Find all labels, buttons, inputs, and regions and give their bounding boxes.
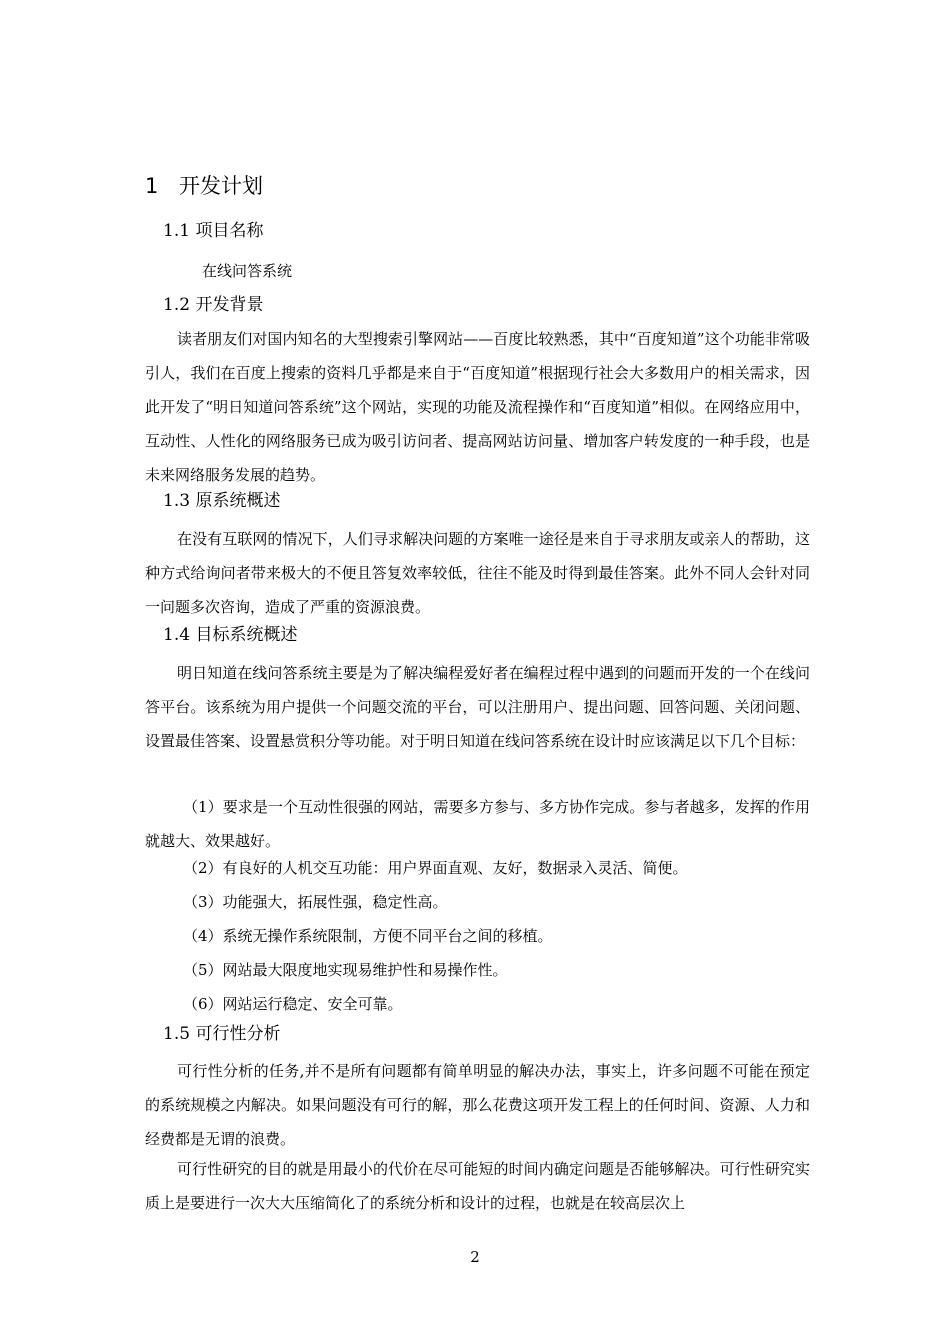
- section-heading-1-2: 1.2 开发背景: [163, 295, 264, 315]
- goal-item-3: （3）功能强大，拓展性强，稳定性高。: [183, 893, 448, 911]
- chapter-title: 开发计划: [179, 174, 263, 198]
- section-heading-1-1: 1.1 项目名称: [163, 221, 264, 241]
- goal-item-4: （4）系统无操作系统限制，方便不同平台之间的移植。: [183, 927, 553, 945]
- goal-item-1: （1）要求是一个互动性很强的网站，需要多方参与、多方协作完成。参与者越多，发挥的作用就越大、效果越好。: [145, 798, 810, 850]
- background-paragraph: 读者朋友们对国内知名的大型搜索引擎网站——百度比较熟悉，其中“百度知道”这个功能非常吸引人，我们在百度上搜索的资料几乎都是来自于“百度知道”根据现行社会大多数用户的相关需求，因此开发了“明日知道问答系统”这个网站，实现的功能及流程操作和“百度知道”相似。在网络应用中，互动性、人性化的网络服务已成为吸引访问者、提高网站访问量、增加客户转发度的一种手段，也是未来网络服务发展的趋势。: [145, 330, 810, 484]
- goal-item-2: （2）有良好的人机交互功能：用户界面直观、友好，数据录入灵活、简便。: [183, 859, 688, 877]
- section-heading-1-3: 1.3 原系统概述: [163, 491, 281, 511]
- feasibility-paragraph-2: 可行性研究的目的就是用最小的代价在尽可能短的时间内确定问题是否能够解决。可行性研究实质上是要进行一次大大压缩简化了的系统分析和设计的过程，也就是在较高层次上: [145, 1160, 810, 1212]
- goal-item-6: （6）网站运行稳定、安全可靠。: [183, 995, 403, 1013]
- section-heading-1-4: 1.4 目标系统概述: [163, 625, 298, 645]
- original-system-paragraph: 在没有互联网的情况下，人们寻求解决问题的方案唯一途径是来自于寻求朋友或亲人的帮助，这种方式给询问者带来极大的不便且答复效率较低，往往不能及时得到最佳答案。此外不同人会针对同一问题多次咨询，造成了严重的资源浪费。: [145, 530, 810, 616]
- page-number: 2: [470, 1248, 480, 1266]
- chapter-heading: [145, 172, 263, 200]
- chapter-number: 1: [145, 174, 159, 198]
- section-heading-1-5: 1.5 可行性分析: [163, 1024, 281, 1044]
- project-name: 在线问答系统: [202, 262, 293, 280]
- feasibility-paragraph-1: 可行性分析的任务,并不是所有问题都有简单明显的解决办法，事实上，许多问题不可能在预定的系统规模之内解决。如果问题没有可行的解，那么花费这项开发工程上的任何时间、资源、人力和经费都是无谓的浪费。: [145, 1062, 810, 1148]
- target-system-paragraph: 明日知道在线问答系统主要是为了解决编程爱好者在编程过程中遇到的问题而开发的一个在线问答平台。该系统为用户提供一个问题交流的平台，可以注册用户、提出问题、回答问题、关闭问题、设置最佳答案、设置悬赏积分等功能。对于明日知道在线问答系统在设计时应该满足以下几个目标：: [145, 664, 810, 750]
- goal-item-5: （5）网站最大限度地实现易维护性和易操作性。: [183, 961, 508, 979]
